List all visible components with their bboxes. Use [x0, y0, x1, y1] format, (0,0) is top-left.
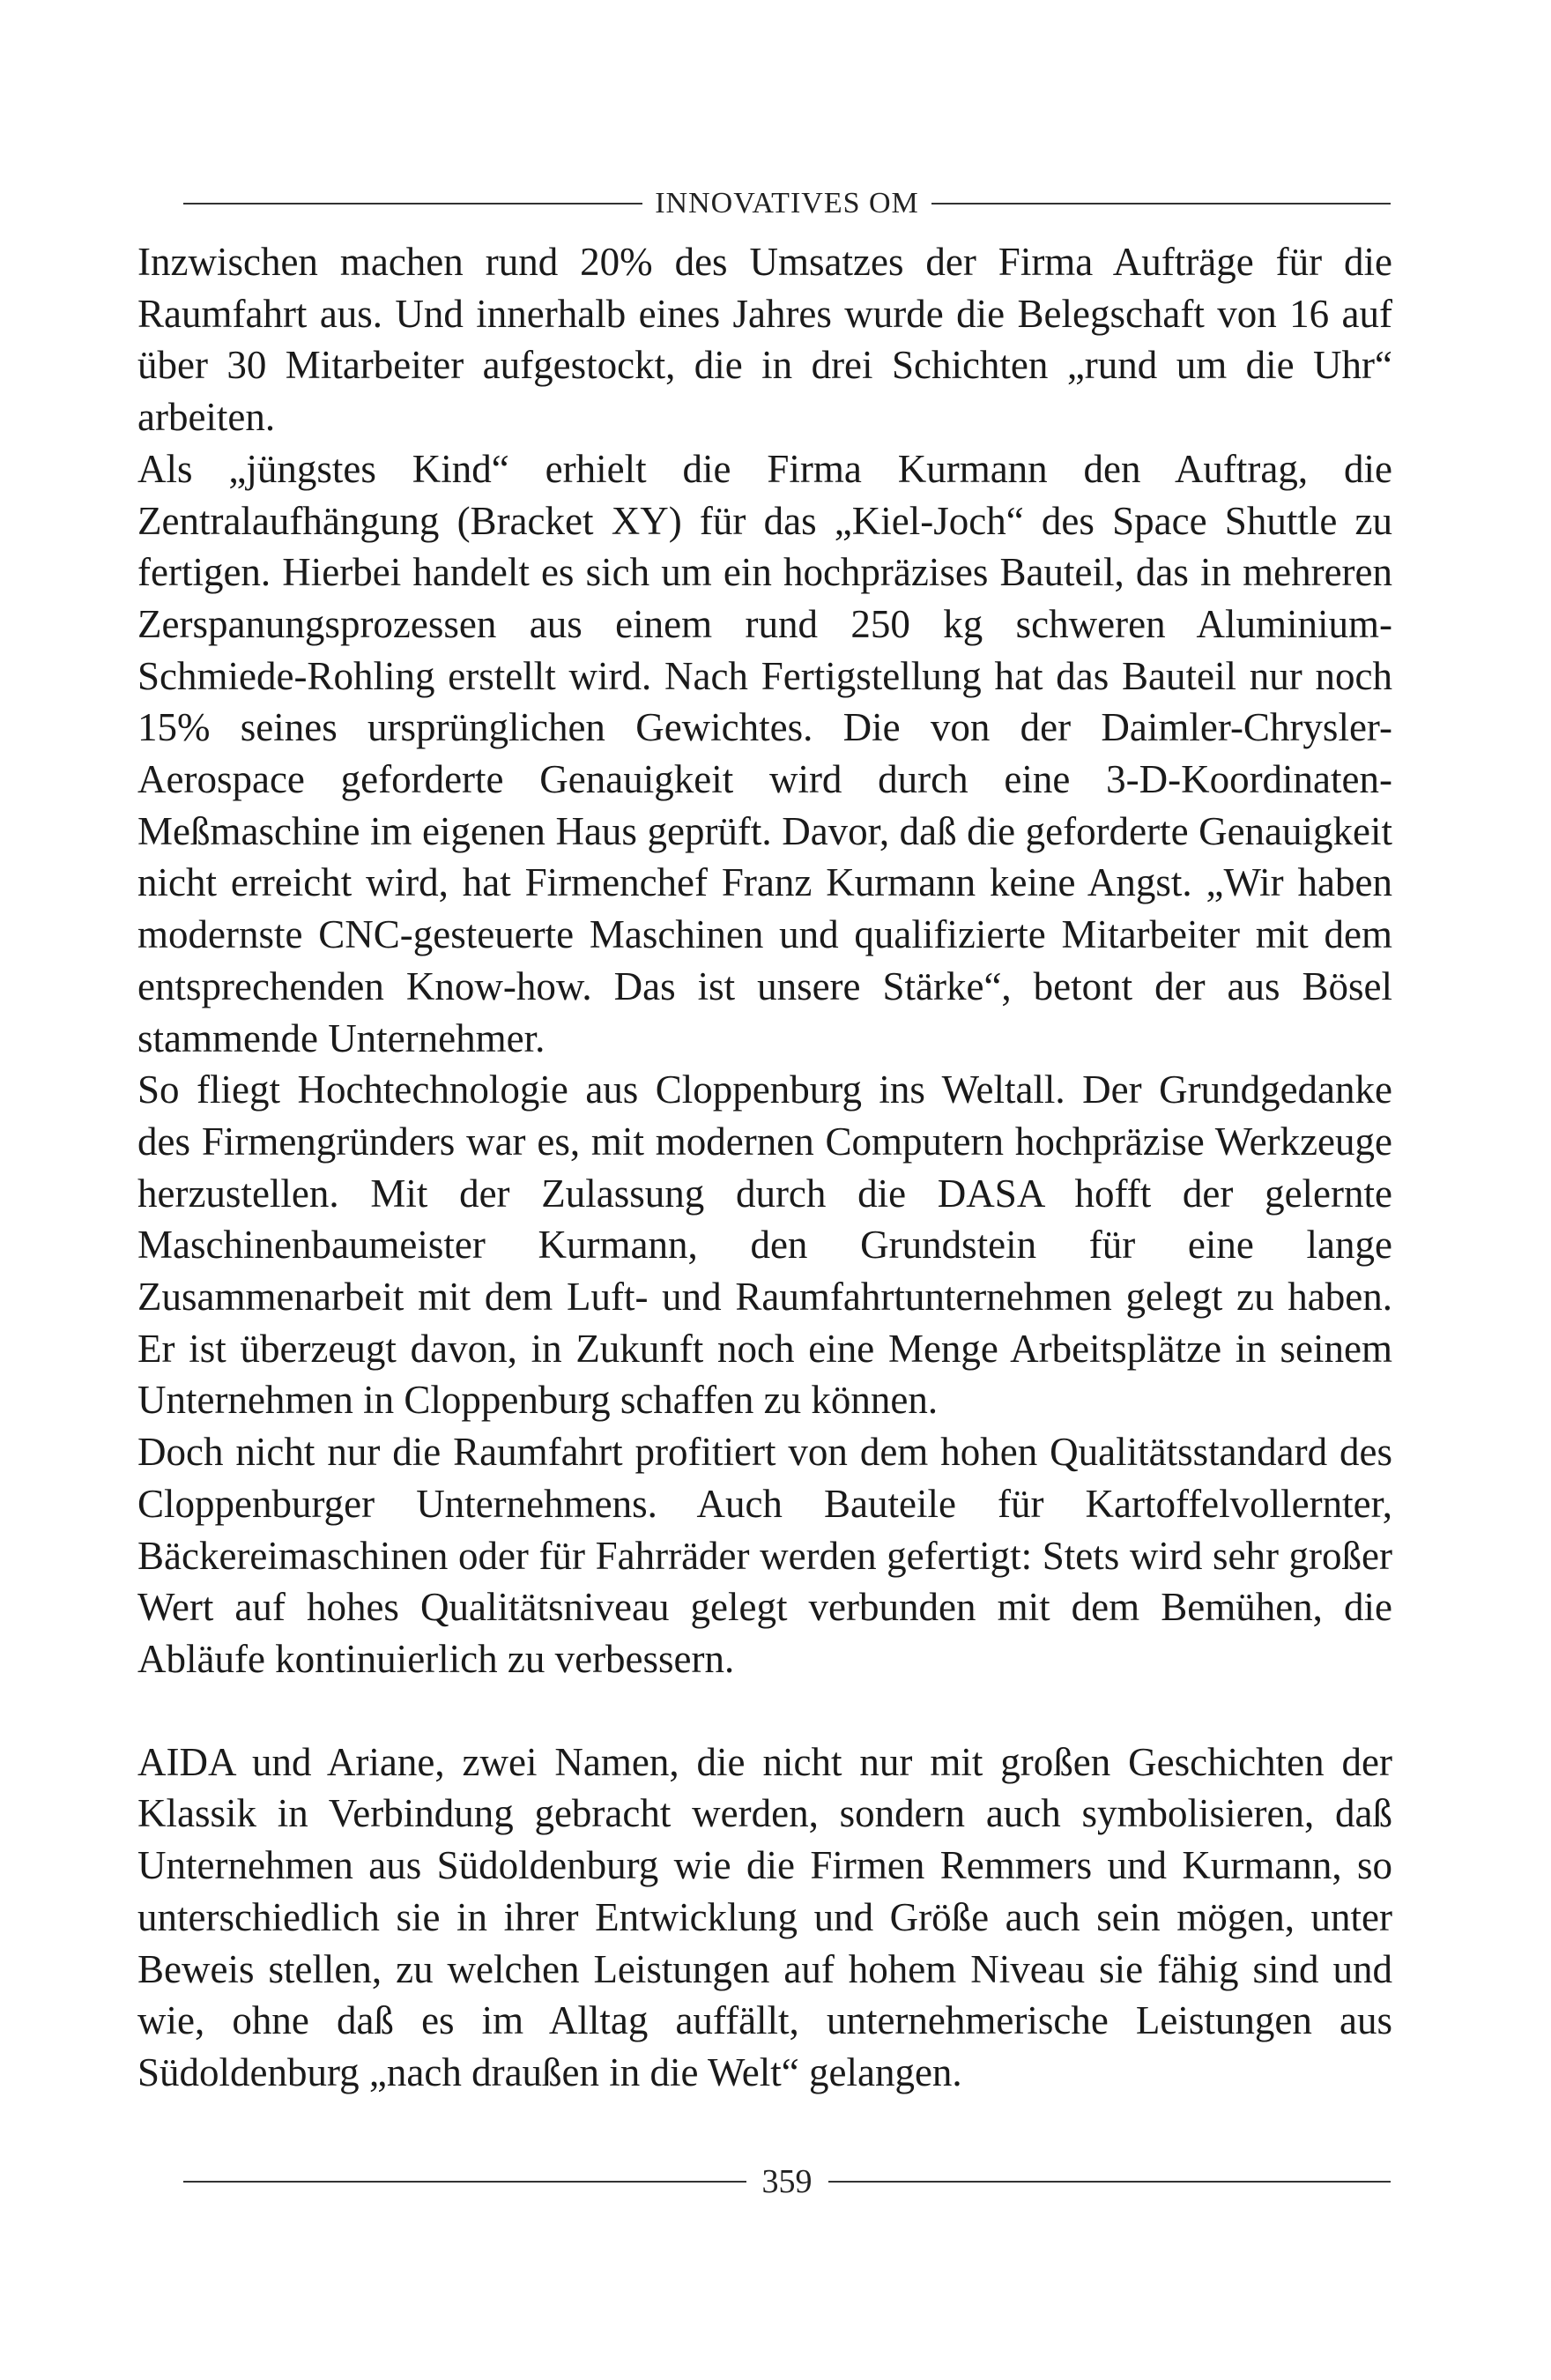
body-text — [137, 236, 1392, 2099]
paragraph-aida-ariane: AIDA und Ariane, zwei Namen, die nicht nur mit großen Geschichten der Klassik in Verbindung gebracht werden, sondern auch symbolisieren, daß Unternehmen aus Südoldenburg wie die Firmen Remmers und Kurmann, so unterschiedlich sie in ihrer Entwicklung und Größe auch sein mögen, unter Beweis stellen, zu welchen Leistungen auf hohem Niveau sie fähig sind und wie, ohne daß es im Alltag auffällt, unternehmerische Leistungen aus Südoldenburg „nach draußen in die Welt“ gelangen. — [137, 1739, 1392, 2094]
header-rule-left — [183, 203, 642, 205]
paragraph-high-tech-cloppenburg: So fliegt Hochtechnologie aus Cloppenburg ins Weltall. Der Grundgedanke des Firmengründers war es, mit modernen Computern hochpräzise Werkzeuge herzustellen. Mit der Zulassung durch die DASA hofft der gelernte Maschinenbaumeister Kurmann, den Grundstein für eine lange Zusammenarbeit mit dem Luft- und Raumfahrtunternehmen gelegt zu haben. Er ist überzeugt davon, in Zukunft noch eine Menge Arbeitsplätze in seinem Unternehmen in Cloppenburg schaffen zu können. — [137, 1067, 1392, 1423]
footer-rule-left — [183, 2181, 746, 2183]
paragraph-workforce: Inzwischen machen rund 20% des Umsatzes der Firma Aufträge für die Raumfahrt aus. Und innerhalb eines Jahres wurde die Belegschaft von 16 auf über 30 Mitarbeiter aufgestockt, die in drei Schichten „rund um die Uhr“ arbeiten. — [137, 240, 1392, 440]
paragraph-other-products: Doch nicht nur die Raumfahrt profitiert von dem hohen Qualitätsstandard des Cloppenburger Unternehmens. Auch Bauteile für Kartoffelvollernter, Bäckereimaschinen oder für Fahrräder werden gefertigt: Stets wird sehr großer Wert auf hohes Qualitätsniveau gelegt verbunden mit dem Bemühen, die Abläufe kontinuierlich zu verbessern. — [137, 1430, 1392, 1681]
page-number: 359 — [761, 2163, 813, 2200]
paragraph-space-shuttle-bracket: Als „jüngstes Kind“ erhielt die Firma Kurmann den Auftrag, die Zentralaufhängung (Bracket XY) für das „Kiel-Joch“ des Space Shuttle zu fertigen. Hierbei handelt es sich um ein hochpräzises Bauteil, das in mehreren Zerspanungsprozessen aus einem rund 250 kg schweren Aluminium-Schmiede-Rohling erstellt wird. Nach Fertigstellung hat das Bauteil nur noch 15% seines ursprünglichen Gewichtes. Die von der Daimler-Chrysler-Aerospace geforderte Genauigkeit wird durch eine 3-D-Koordinaten-Meßmaschine im eigenen Haus geprüft. Davor, daß die geforderte Genauigkeit nicht erreicht wird, hat Firmenchef Franz Kurmann keine Angst. „Wir haben modernste CNC-gesteuerte Maschinen und qualifizierte Mitarbeiter mit dem entsprechenden Know-how. Das ist unsere Stärke“, betont der aus Bösel stammende Unternehmer. — [137, 446, 1392, 1060]
running-title: INNOVATIVES OM — [655, 187, 919, 219]
page-footer — [183, 2160, 1391, 2204]
running-header — [183, 182, 1391, 226]
footer-rule-right — [828, 2181, 1391, 2183]
header-rule-right — [931, 203, 1391, 205]
